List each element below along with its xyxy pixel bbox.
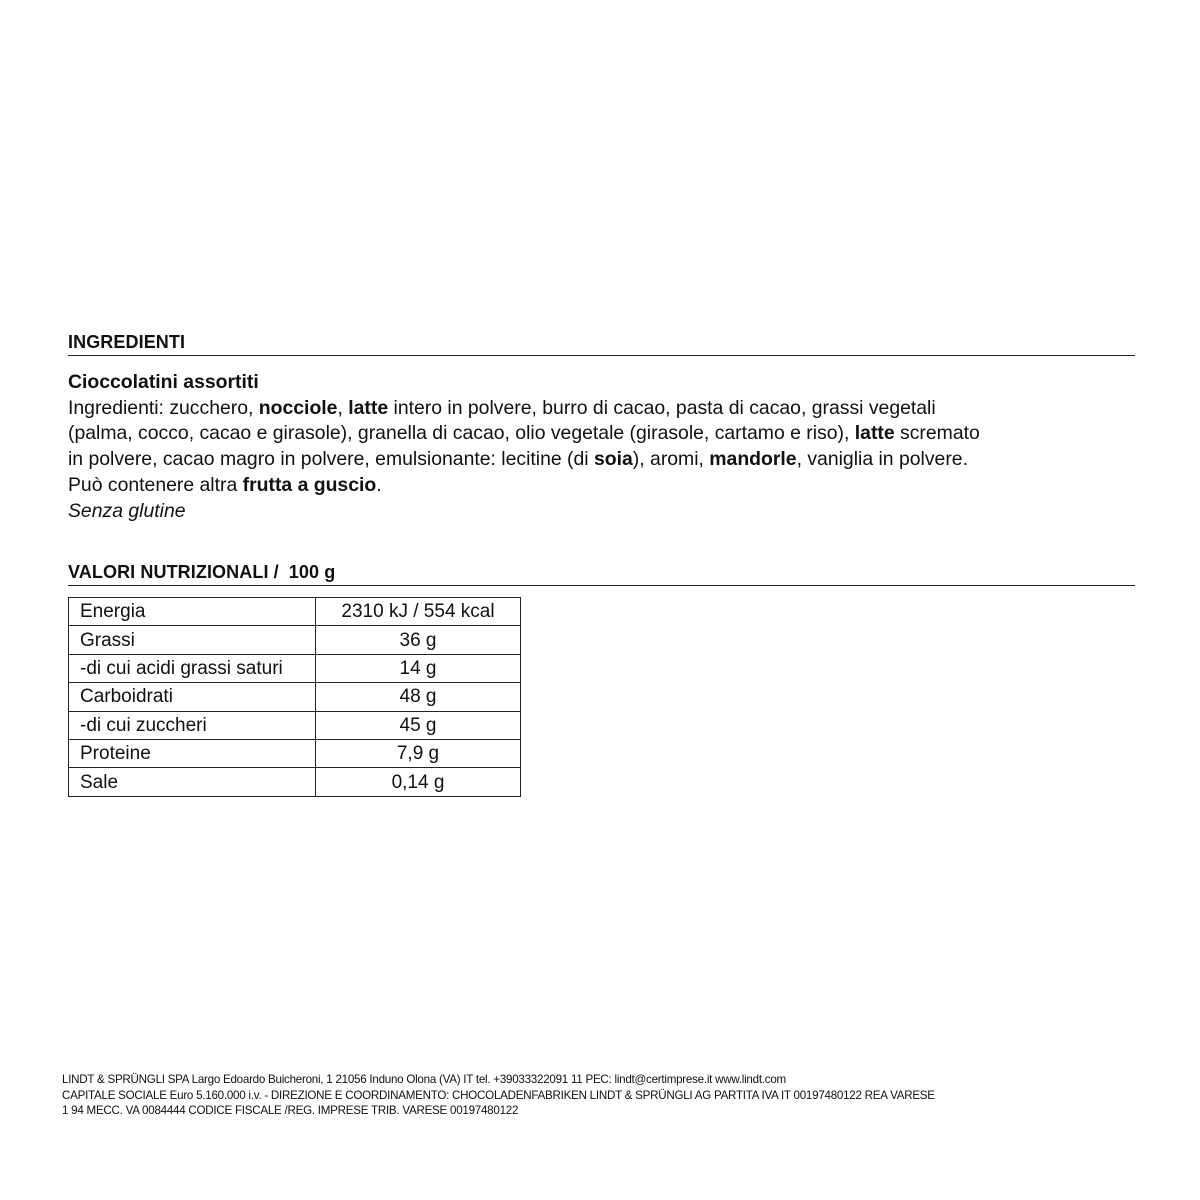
company-footer: [62, 1072, 1172, 1119]
nutrient-value: 0,14 g: [316, 768, 521, 796]
nutrient-value: 36 g: [316, 626, 521, 654]
nutrition-heading-text: VALORI NUTRIZIONALI /: [68, 562, 279, 582]
nutrient-label: Grassi: [69, 626, 316, 654]
nutrient-value: 14 g: [316, 654, 521, 682]
ingredients-heading-text: INGREDIENTI: [68, 332, 186, 352]
ingredients-text: [68, 396, 1148, 499]
allergen-text: mandorle: [709, 448, 797, 471]
ingredient-text: scremato: [894, 422, 980, 445]
footer-line-1: LINDT & SPRÜNGLI SPA Largo Edoardo Buicheroni, 1 21056 Induno Olona (VA) IT tel. +39033322091 11 PEC: lindt@certimprese.it www.lindt.com: [62, 1073, 786, 1086]
allergen-text: frutta a guscio: [242, 473, 377, 496]
nutrition-heading: [68, 561, 1135, 586]
allergen-text: latte: [348, 396, 389, 419]
nutrient-value: 7,9 g: [316, 739, 521, 767]
footer-line-3: 1 94 MECC. VA 0084444 CODICE FISCALE /REG. IMPRESE TRIB. VARESE 00197480122: [62, 1104, 519, 1117]
nutrient-value: 48 g: [316, 683, 521, 711]
ingredient-text: , vaniglia in polvere.: [796, 448, 968, 471]
footer-line-2: CAPITALE SOCIALE Euro 5.160.000 i.v. - DIREZIONE E COORDINAMENTO: CHOCOLADENFABRIKEN LINDT & SPRÜNGLI AG PARTITA IVA IT 00197480122 REA VARESE: [62, 1088, 935, 1102]
nutrition-row: [69, 626, 521, 654]
ingredient-text: intero in polvere, burro di cacao, pasta di cacao, grassi vegetali: [388, 396, 936, 419]
nutrient-label: -di cui acidi grassi saturi: [69, 654, 316, 682]
ingredients-line: [68, 473, 1148, 499]
nutrient-label: Proteine: [69, 739, 316, 767]
ingredient-text: Può contenere altra: [68, 473, 243, 496]
product-name: Cioccolatini assortiti: [68, 371, 259, 393]
nutrition-row: [69, 711, 521, 739]
nutrition-row: [69, 598, 521, 626]
ingredient-text: (palma, cocco, cacao e girasole), granella di cacao, olio vegetale (girasole, cartamo e riso),: [68, 422, 855, 445]
nutrition-row: [69, 683, 521, 711]
nutrient-label: Energia: [69, 598, 316, 626]
ingredient-text: .: [376, 473, 382, 496]
allergen-text: nocciole: [258, 396, 338, 419]
allergen-text: latte: [854, 422, 895, 445]
ingredient-text: Ingredienti: zucchero,: [68, 396, 259, 419]
gluten-free-note: Senza glutine: [68, 499, 186, 522]
allergen-text: soia: [593, 448, 633, 471]
nutrition-unit: 100 g: [288, 562, 336, 582]
ingredient-text: in polvere, cacao magro in polvere, emulsionante: lecitine (di: [68, 448, 594, 471]
nutrition-row: [69, 768, 521, 796]
nutrient-label: Carboidrati: [69, 683, 316, 711]
ingredient-text: ), aromi,: [632, 448, 710, 471]
nutrition-row: [69, 654, 521, 682]
ingredient-text: ,: [337, 396, 349, 419]
ingredients-line: [68, 421, 1148, 447]
nutrition-table: [68, 597, 521, 797]
nutrient-label: -di cui zuccheri: [69, 711, 316, 739]
ingredients-heading: [68, 331, 1135, 356]
ingredients-block: [68, 370, 1148, 524]
ingredients-line: [68, 396, 1148, 422]
nutrient-value: 2310 kJ / 554 kcal: [316, 598, 521, 626]
ingredients-line: [68, 447, 1148, 473]
nutrient-label: Sale: [69, 768, 316, 796]
nutrition-row: [69, 739, 521, 767]
nutrient-value: 45 g: [316, 711, 521, 739]
